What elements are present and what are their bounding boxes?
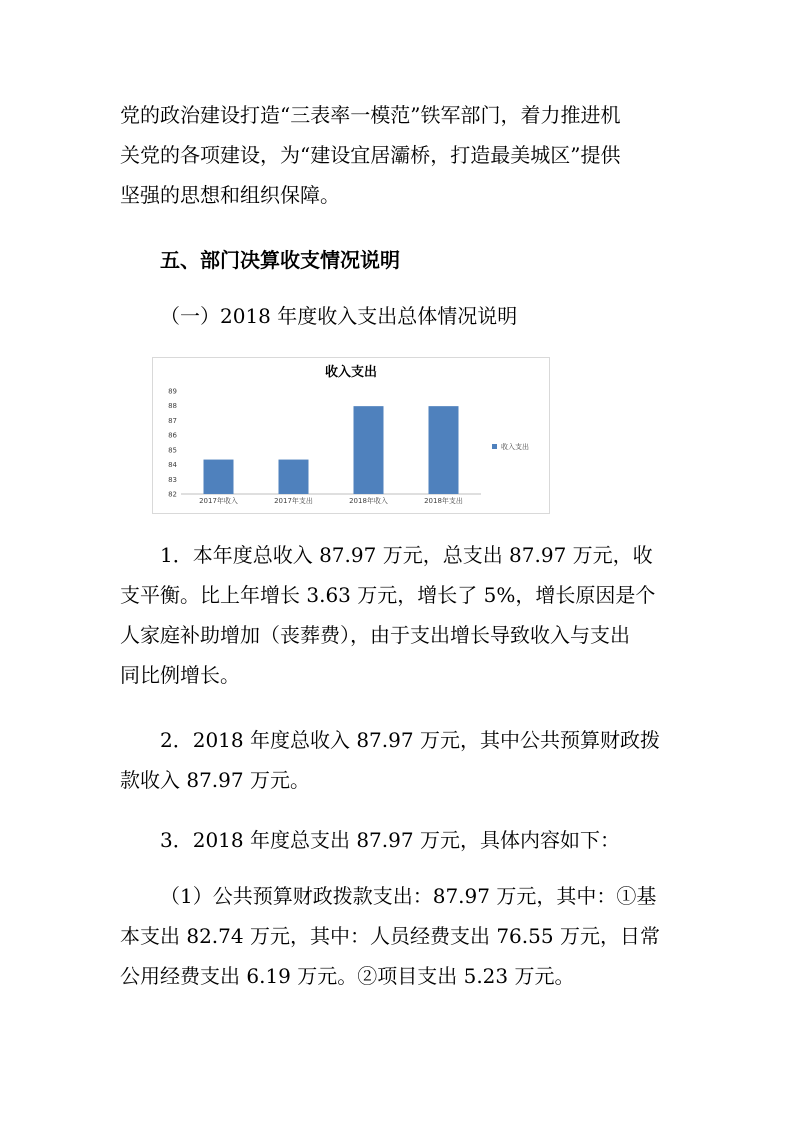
legend-label: 收入支出 (501, 443, 529, 451)
text-line: 同比例增长。 (120, 663, 240, 687)
y-tick-label: 88 (168, 402, 177, 411)
section-heading: 五、部门决算收支情况说明 (160, 248, 400, 272)
y-tick-label: 89 (168, 387, 177, 396)
x-tick-label: 2018年支出 (424, 497, 463, 505)
x-tick-label: 2018年收入 (349, 497, 388, 505)
text-line: 人家庭补助增加（丧葬费），由于支出增长导致收入与支出 (120, 623, 630, 647)
x-tick-label: 2017年支出 (274, 497, 313, 505)
y-tick-label: 86 (168, 431, 177, 440)
legend-swatch (492, 444, 497, 449)
bar (354, 406, 384, 494)
text-line: 公用经费支出 6.19 万元。②项目支出 5.23 万元。 (120, 964, 575, 988)
sub-heading: （一）2018 年度收入支出总体情况说明 (160, 304, 518, 328)
x-tick-label: 2017年收入 (199, 497, 238, 505)
bar (429, 406, 459, 494)
bar (279, 460, 309, 494)
y-tick-label: 82 (168, 490, 177, 499)
y-tick-label: 87 (168, 416, 177, 425)
income-expense-chart (152, 357, 550, 514)
text-line: 款收入 87.97 万元。 (120, 768, 310, 792)
item-3-paragraph (120, 820, 680, 860)
text-line: 本支出 82.74 万元，其中：人员经费支出 76.55 万元，日常 (120, 924, 660, 948)
text-line: 2．2018 年度总收入 87.97 万元，其中公共预算财政拨 (160, 728, 660, 752)
chart-legend (492, 442, 529, 451)
text-line: 党的政治建设打造“三表率一模范”铁军部门，着力推进机 (120, 103, 621, 127)
intro-paragraph (120, 95, 680, 215)
bar (204, 460, 234, 494)
text-line: 1．本年度总收入 87.97 万元，总支出 87.97 万元，收 (160, 543, 653, 567)
y-tick-label: 83 (168, 475, 177, 484)
item-3-1-paragraph (120, 876, 680, 996)
y-tick-label: 85 (168, 446, 177, 455)
text-line: 支平衡。比上年增长 3.63 万元，增长了 5%，增长原因是个 (120, 583, 656, 607)
y-tick-label: 84 (168, 461, 177, 470)
item-1-paragraph (120, 535, 680, 695)
text-line: 关党的各项建设，为“建设宜居灞桥，打造最美城区”提供 (120, 143, 621, 167)
text-line: （1）公共预算财政拨款支出：87.97 万元，其中：①基 (160, 884, 657, 908)
chart-svg (153, 358, 549, 513)
chart-title: 收入支出 (324, 365, 378, 380)
item-2-paragraph (120, 720, 680, 800)
chart-bars (204, 406, 459, 494)
text-line: 3．2018 年度总支出 87.97 万元，具体内容如下： (160, 828, 620, 852)
text-line: 坚强的思想和组织保障。 (120, 183, 340, 207)
